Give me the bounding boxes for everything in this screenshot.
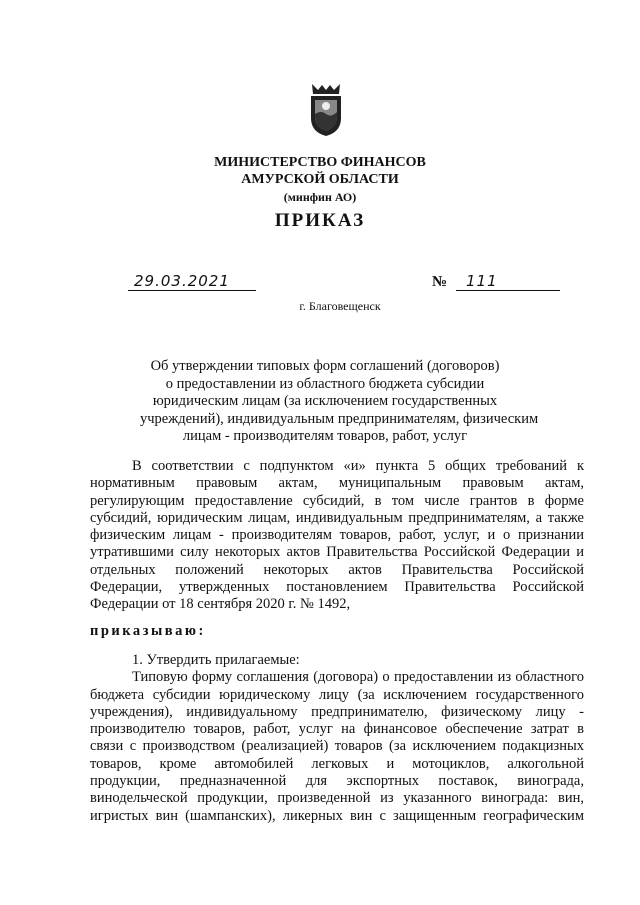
ministry-name-line1: МИНИСТЕРСТВО ФИНАНСОВ xyxy=(214,155,426,170)
paragraph-line: Федерации, утвержденных постановлением Правительства Российской xyxy=(90,579,584,596)
coat-of-arms-emblem xyxy=(306,82,346,138)
item-1-paragraph xyxy=(90,652,584,825)
paragraph-line: утратившими силу некоторых актов Правительства Российской Федерации и xyxy=(90,544,584,561)
paragraph-line: винодельческой продукции, произведенной из указанного винограда: вин, xyxy=(90,790,584,807)
subject-line: Об утверждении типовых форм соглашений (договоров) xyxy=(150,358,500,374)
order-date: 29.03.2021 xyxy=(128,272,256,291)
subject-line: юридическим лицам (за исключением государственных xyxy=(152,393,498,409)
paragraph-line: бюджета субсидии юридическому лицу (за исключением государственного xyxy=(90,686,584,703)
paragraph-line: отдельных положений некоторых актов Правительства Российской xyxy=(90,561,584,578)
preamble-paragraph xyxy=(90,458,584,614)
number-sign: № xyxy=(432,274,448,290)
paragraph-line: нормативным правовым актам, муниципальным правовым актам, xyxy=(90,475,584,492)
city: г. Благовещенск xyxy=(299,299,381,313)
paragraph-line: Типовую форму соглашения (договора) о предоставлении из областного xyxy=(132,669,584,686)
ministry-name-line2: АМУРСКОЙ ОБЛАСТИ xyxy=(241,172,399,187)
paragraph-line: учреждения), индивидуальному предпринимателю, физическому лицу - xyxy=(90,703,584,720)
paragraph-line: 1. Утвердить прилагаемые: xyxy=(132,652,300,668)
paragraph-line: товаров, кроме автомобилей легковых и мотоциклов, алкогольной xyxy=(90,755,584,772)
paragraph-line: игристых вин (шампанских), ликерных вин с защищенным географическим xyxy=(90,807,584,824)
document-type: ПРИКАЗ xyxy=(274,210,366,231)
order-subject xyxy=(140,358,539,446)
subject-line: лицам - производителям товаров, работ, услуг xyxy=(182,428,468,444)
order-word: приказываю: xyxy=(90,623,206,639)
paragraph-line: продукции, предназначенной для экспортных поставок, винограда, xyxy=(90,773,584,790)
paragraph-line: производителю товаров, работ, услуг на финансовое обеспечение затрат в xyxy=(90,721,584,738)
paragraph-line: Федерации от 18 сентября 2020 г. № 1492, xyxy=(90,596,351,613)
paragraph-line: регулирующим предоставление субсидий, в том числе грантов в форме xyxy=(90,492,584,509)
paragraph-line: субсидий, юридическим лицам, индивидуальным предпринимателям, а также xyxy=(90,509,584,526)
paragraph-line: В соответствии с подпунктом «и» пункта 5 общих требований к xyxy=(132,458,584,474)
subject-line: о предоставлении из областного бюджета субсидии xyxy=(165,375,485,392)
subject-line: учреждений), индивидуальным предпринимателям, физическим xyxy=(140,410,539,427)
paragraph-line: связи с производством (реализацией) товаров (за исключением подакцизных xyxy=(90,738,584,755)
ministry-short-name: (минфин АО) xyxy=(283,190,357,204)
order-number: 111 xyxy=(456,272,560,291)
paragraph-line: физическим лицам - производителям товаров, работ, услуг, и о признании xyxy=(90,527,584,544)
